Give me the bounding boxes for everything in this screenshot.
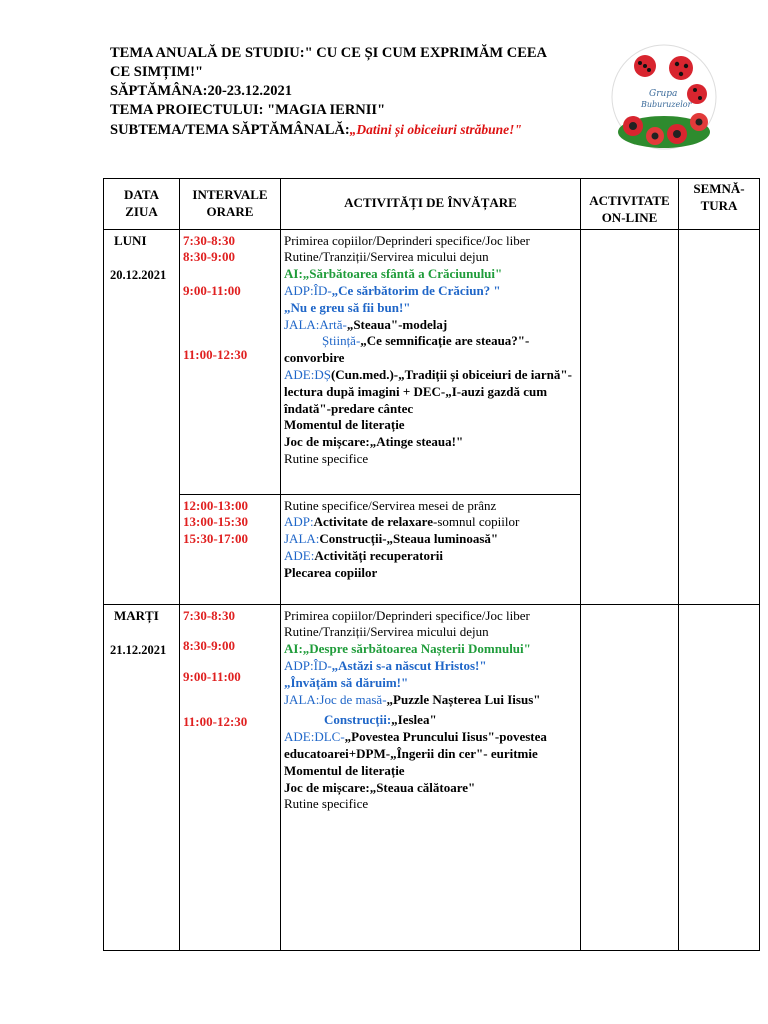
header-line-1: TEMA ANUALĂ DE STUDIU:" CU CE ȘI CUM EXPRIMĂM CEEA xyxy=(110,45,548,61)
header-week: SĂPTĂMÂNA:20-23.12.2021 xyxy=(110,83,293,99)
weekly-theme-label: SUBTEMA/TEMA SĂPTĂMÂNALĂ: xyxy=(110,122,350,138)
header-line-2: CE SIMȚIM!" xyxy=(110,64,204,80)
activity-title: „Ce sărbătorim de Crăciun? " xyxy=(331,282,501,298)
activity-title: Activitate de relaxare xyxy=(313,514,433,530)
activity-line xyxy=(284,367,577,417)
header-project-theme: TEMA PROIECTULUI: "MAGIA IERNII" xyxy=(110,102,386,118)
time-slot: 13:00-15:30 xyxy=(183,514,248,530)
activity-line: „Învățăm să dăruim!" xyxy=(284,674,409,690)
activity-title: „Ieslea" xyxy=(391,712,437,728)
activity-code: Joc de mișcare: xyxy=(284,434,370,450)
ladybug-group-logo xyxy=(611,44,717,150)
col-header-activities: ACTIVITĂȚI DE ÎNVĂȚARE xyxy=(281,179,581,230)
online-cell xyxy=(581,229,679,604)
activity-title: „Steaua călătoare" xyxy=(369,779,476,795)
signature-cell xyxy=(679,229,760,604)
activity-line xyxy=(284,531,577,548)
time-slot: 11:00-12:30 xyxy=(183,713,248,729)
activity-line xyxy=(284,729,577,763)
activity-line xyxy=(284,333,577,367)
time-cell xyxy=(180,229,281,494)
activity-line: „Nu e greu să fii bun!" xyxy=(284,299,411,315)
activity-line xyxy=(284,712,577,729)
col-header-intervals xyxy=(180,179,281,230)
activity-code: ADP:ÎD- xyxy=(284,657,332,673)
activity-line: Rutine specifice xyxy=(284,450,369,466)
activity-line: AI:„Sărbătoarea sfântă a Crăciunului" xyxy=(284,266,503,282)
time-slot: 9:00-11:00 xyxy=(183,669,241,685)
header-weekly-theme xyxy=(110,120,590,140)
weekly-theme-value: „Datini și obiceiuri străbune!" xyxy=(349,122,522,137)
document-header xyxy=(110,44,590,140)
col-header-online xyxy=(581,179,679,230)
col-header-orare: ORARE xyxy=(206,203,254,219)
activity-code: ADE:DȘ xyxy=(284,366,331,382)
activity-line: Primirea copiilor/Deprinderi specifice/Joc liber xyxy=(284,232,530,248)
table-header-row xyxy=(104,179,760,230)
activity-code: JALA:Joc de masă- xyxy=(284,691,387,707)
time-slot: 7:30-8:30 xyxy=(183,607,235,623)
activity-line xyxy=(284,548,577,565)
activity-code: ADP: xyxy=(284,514,314,530)
col-header-semn-1: SEMNĂ- xyxy=(693,181,745,196)
activity-title: (Cun.med.)-„Tradiții și obiceiuri de iarnă"-lectura după imagini + DEC-„I-auzi gazdă cum îndată"-predare cântec xyxy=(284,366,572,416)
activity-line: Rutine specifice/Servirea mesei de prânz xyxy=(284,497,497,513)
time-slot: 7:30-8:30 xyxy=(183,232,235,248)
col-header-online-1: ACTIVITATE xyxy=(589,193,670,208)
activity-line: Primirea copiilor/Deprinderi specifice/Joc liber xyxy=(284,607,530,623)
time-slot: 8:30-9:00 xyxy=(183,249,235,265)
time-slot: 8:30-9:00 xyxy=(183,638,235,654)
time-cell xyxy=(180,604,281,950)
activity-title: Activități recuperatorii xyxy=(314,547,443,563)
day-name: MARȚI xyxy=(114,607,159,623)
activity-code: ADE: xyxy=(284,547,315,563)
activity-line: Plecarea copiilor xyxy=(284,564,378,580)
signature-cell xyxy=(679,604,760,950)
activity-line xyxy=(284,780,577,797)
col-header-signature xyxy=(679,179,760,230)
activity-line xyxy=(284,514,577,531)
time-slot: 12:00-13:00 xyxy=(183,497,248,513)
activity-line: Rutine/Tranziții/Servirea micului dejun xyxy=(284,249,489,265)
activity-code: JALA:Artă- xyxy=(284,316,347,332)
col-header-data: DATA xyxy=(124,187,159,202)
activity-code: Joc de mișcare: xyxy=(284,779,370,795)
col-header-date xyxy=(104,179,180,230)
day-date: 21.12.2021 xyxy=(110,643,167,658)
activity-title: „Atinge steaua!" xyxy=(369,434,464,450)
activity-line: AI:„Despre sărbătoarea Nașterii Domnului" xyxy=(284,641,531,657)
activities-cell xyxy=(281,229,581,494)
time-slot: 9:00-11:00 xyxy=(183,283,241,299)
activities-cell xyxy=(281,604,581,950)
activity-title: Construcții-„Steaua luminoasă" xyxy=(319,531,499,547)
activity-line xyxy=(284,692,577,709)
activity-code: JALA: xyxy=(284,531,320,547)
col-header-ziua: ZIUA xyxy=(125,203,158,219)
activity-title: „Ce semnificație are steaua?"-convorbire xyxy=(284,333,530,366)
col-header-intervale: INTERVALE xyxy=(192,187,268,202)
table-row xyxy=(104,229,760,494)
activity-suffix: -somnul copiilor xyxy=(433,514,520,530)
time-cell xyxy=(180,494,281,604)
activity-line xyxy=(284,658,577,675)
activity-code: ADP:ÎD- xyxy=(284,282,332,298)
activity-line: Momentul de literație xyxy=(284,762,405,778)
day-date: 20.12.2021 xyxy=(110,268,167,283)
activity-title: „Astăzi s-a născut Hristos!" xyxy=(331,657,487,673)
logo-text-2: Buburuzelor xyxy=(641,100,692,109)
activity-line: Rutine/Tranziții/Servirea micului dejun xyxy=(284,624,489,640)
activities-cell xyxy=(281,494,581,604)
activity-title: „Puzzle Nașterea Lui Iisus" xyxy=(386,691,541,707)
activity-title: „Steaua"-modelaj xyxy=(346,316,448,332)
day-cell-luni xyxy=(104,229,180,604)
time-slot: 11:00-12:30 xyxy=(183,346,248,362)
activity-title: „Povestea Pruncului Iisus"-povestea educatoarei+DPM-„Îngerii din cer"- euritmie xyxy=(284,729,547,761)
time-slot: 15:30-17:00 xyxy=(183,531,248,547)
col-header-semn-2: TURA xyxy=(700,197,738,213)
weekly-activity-table xyxy=(103,178,760,951)
activity-line xyxy=(284,434,577,451)
activity-line xyxy=(284,283,577,300)
activity-code: ADE:DLC- xyxy=(284,729,345,745)
activity-line: Rutine specifice xyxy=(284,796,369,812)
col-header-online-2: ON-LINE xyxy=(601,209,658,225)
table-row xyxy=(104,604,760,950)
logo-text-1: Grupa xyxy=(649,89,678,99)
day-name: LUNI xyxy=(114,232,147,248)
activity-line xyxy=(284,317,577,334)
activity-line: Momentul de literație xyxy=(284,417,405,433)
online-cell xyxy=(581,604,679,950)
day-cell-marti xyxy=(104,604,180,950)
activity-code: Știință- xyxy=(322,333,361,349)
activity-code: Construcții: xyxy=(324,712,392,728)
